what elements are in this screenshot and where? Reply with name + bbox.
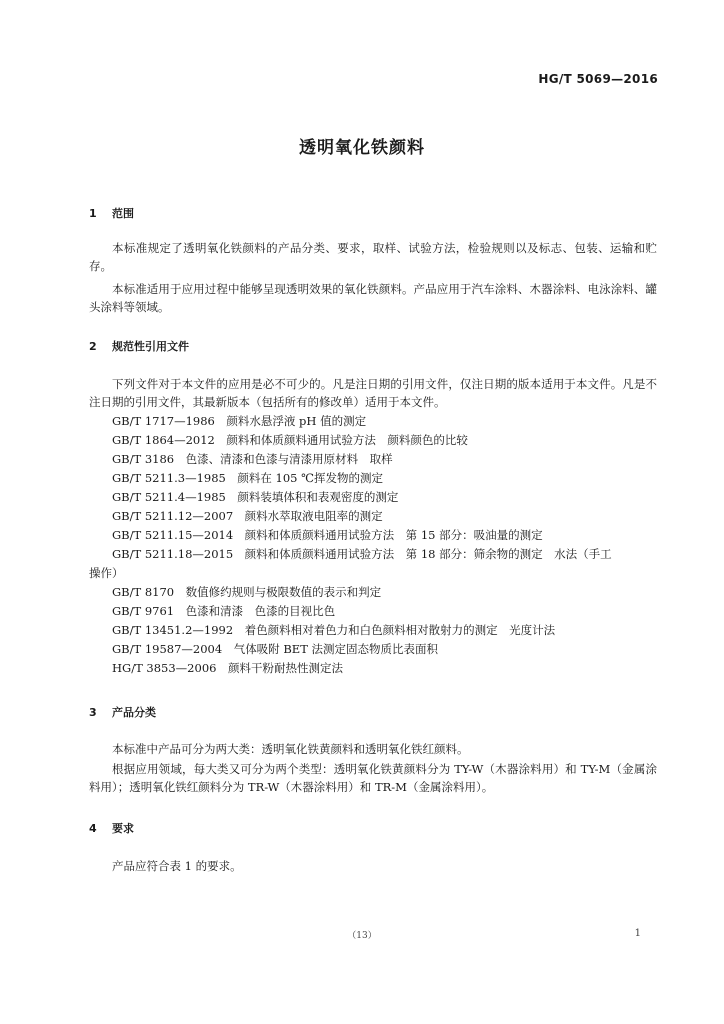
section-2-heading xyxy=(89,338,189,354)
reference-item: GB/T 5211.4—1985 颜料装填体积和表观密度的测定 xyxy=(112,490,399,504)
section-4-heading xyxy=(89,820,134,836)
reference-item: GB/T 1717—1986 颜料水悬浮液 pH 值的测定 xyxy=(112,414,367,428)
section-title: 范围 xyxy=(112,207,134,220)
section-3-heading xyxy=(89,704,156,720)
standard-number: HG/T 5069—2016 xyxy=(538,72,658,86)
reference-item: GB/T 8170 数值修约规则与极限数值的表示和判定 xyxy=(112,585,382,599)
section-number: 1 xyxy=(89,207,97,220)
reference-item: GB/T 5211.18—2015 颜料和体质颜料通用试验方法 第 18 部分：筛余物的测定 水法（手工 xyxy=(112,547,612,561)
reference-item: GB/T 19587—2004 气体吸附 BET 法测定固态物质比表面积 xyxy=(112,642,439,656)
section-number: 2 xyxy=(89,340,97,353)
page-number: 1 xyxy=(634,928,641,939)
references-intro: 下列文件对于本文件的应用是必不可少的。凡是注日期的引用文件，仅注日期的版本适用于本文件。凡是不注日期的引用文件，其最新版本（包括所有的修改单）适用于本文件。 xyxy=(89,377,657,409)
reference-item: GB/T 9761 色漆和清漆 色漆的目视比色 xyxy=(112,604,336,618)
section-number: 4 xyxy=(89,822,97,835)
reference-item: GB/T 1864—2012 颜料和体质颜料通用试验方法 颜料颜色的比较 xyxy=(112,433,468,447)
footer-code: （13） xyxy=(347,931,377,941)
classification-paragraph-1: 本标准中产品可分为两大类：透明氧化铁黄颜料和透明氧化铁红颜料。 xyxy=(112,742,469,756)
reference-item: HG/T 3853—2006 颜料干粉耐热性测定法 xyxy=(112,661,343,675)
reference-continuation: 操作） xyxy=(89,566,124,580)
section-title: 规范性引用文件 xyxy=(112,340,189,353)
reference-item: GB/T 5211.15—2014 颜料和体质颜料通用试验方法 第 15 部分：吸油量的测定 xyxy=(112,528,543,542)
section-number: 3 xyxy=(89,706,97,719)
scope-paragraph-2: 本标准适用于应用过程中能够呈现透明效果的氧化铁颜料。产品应用于汽车涂料、木器涂料、电泳涂料、罐头涂料等领域。 xyxy=(89,282,657,314)
normative-reference-list xyxy=(89,412,657,678)
reference-item-wrapped xyxy=(89,545,657,583)
section-title: 要求 xyxy=(112,822,134,835)
section-1-heading xyxy=(89,205,134,221)
document-title: 透明氧化铁颜料 xyxy=(299,138,425,158)
requirements-paragraph: 产品应符合表 1 的要求。 xyxy=(112,859,242,873)
reference-item: GB/T 5211.3—1985 颜料在 105 ℃挥发物的测定 xyxy=(112,471,383,485)
classification-paragraph-2: 根据应用领域，每大类又可分为两个类型：透明氧化铁黄颜料分为 TY-W（木器涂料用）和 TY-M（金属涂料用）；透明氧化铁红颜料分为 TR-W（木器涂料用）和 TR-M（金属涂料用）。 xyxy=(89,762,657,794)
reference-item: GB/T 3186 色漆、清漆和色漆与清漆用原材料 取样 xyxy=(112,452,393,466)
scope-paragraph-1: 本标准规定了透明氧化铁颜料的产品分类、要求，取样、试验方法，检验规则以及标志、包装、运输和贮存。 xyxy=(89,241,657,273)
section-title: 产品分类 xyxy=(112,706,156,719)
reference-item: GB/T 5211.12—2007 颜料水萃取液电阻率的测定 xyxy=(112,509,383,523)
reference-item: GB/T 13451.2—1992 着色颜料相对着色力和白色颜料相对散射力的测定 光度计法 xyxy=(112,623,556,637)
